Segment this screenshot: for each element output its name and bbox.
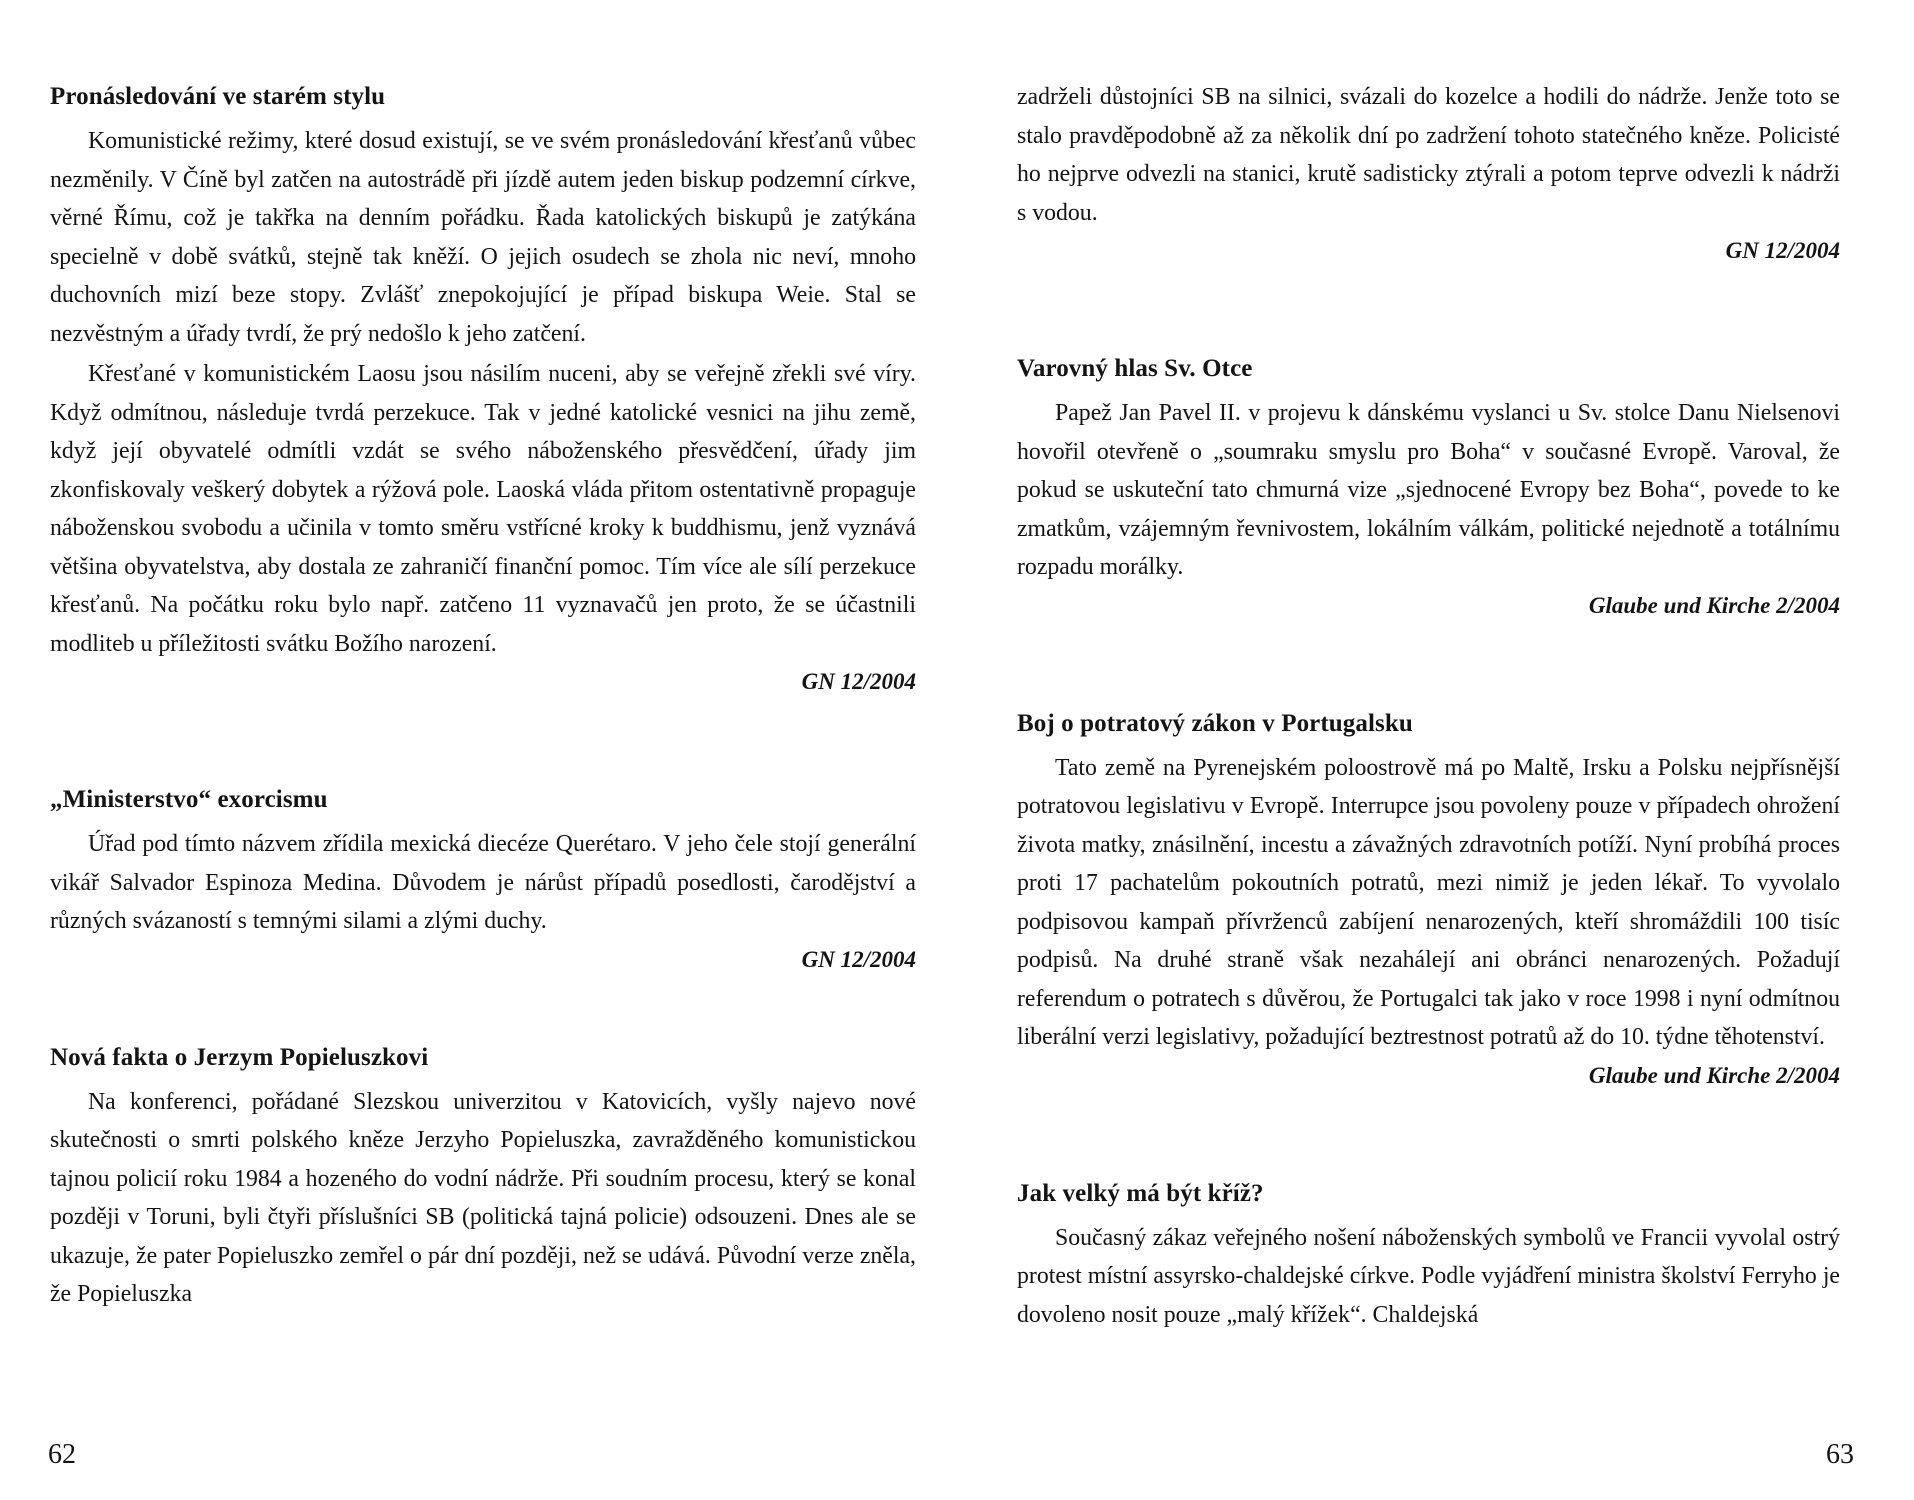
left-column [50,78,916,1314]
article-heading: Nová fakta o Jerzym Popieluszkovi [50,1043,429,1071]
article-persecution [50,78,916,701]
page-number: 63 [1826,1439,1854,1470]
article-source: GN 12/2004 [1725,238,1840,263]
article-source: GN 12/2004 [801,669,916,694]
article-paragraph: Papež Jan Pavel II. v projevu k dánskému vyslanci u Sv. stolce Danu Nielsenovi hovořil otevřeně o „soumraku smyslu pro Boha“ v současné Evropě. Varoval, že pokud se uskuteční tato chmurná vize „sjednocené Evropy bez Boha“, povede to ke zmatkům, vzájemným řevnivostem, lokálním válkám, politické nejednotě a totálnímu rozpadu morálky. [1017,400,1840,580]
article-pope-warning [1017,350,1840,625]
article-portugal-abortion [1017,705,1840,1095]
article-paragraph: Úřad pod tímto názvem zřídila mexická diecéze Querétaro. V jeho čele stojí generální vikář Salvador Espinoza Medina. Důvodem je nárůst případů posedlosti, čarodějství a různých svázaností s temnými silami a zlými duchy. [50,831,916,934]
article-heading: Boj o potratový zákon v Portugalsku [1017,709,1413,737]
article-heading: Varovný hlas Sv. Otce [1017,355,1253,382]
right-column [1017,78,1840,1334]
article-paragraph: Tato země na Pyrenejském poloostrově má po Maltě, Irsku a Polsku nejpřísnější potratovou legislativu v Evropě. Interrupce jsou povoleny pouze v případech ohrožení života matky, znásilnění, incestu a závažných zdravotních potíží. Nyní probíhá proces proti 17 pachatelům pokoutních potratů, mezi nimiž je jeden lékař. To vyvolalo podpisovou kampaň přívrženců zabíjení nenarozených, kteří shromáždili 100 tisíc podpisů. Na druhé straně však nezahálejí ani obránci nenarozených. Požadují referendum o potratech s důvěrou, že Portugalci tak jako v roce 1998 i nyní odmítnou liberální verzi legislativy, požadující beztrestnost potratů až do 10. týdne těhotenství. [1017,754,1840,1050]
article-cross-size [1017,1175,1840,1335]
page-number: 62 [48,1439,76,1470]
article-popieluszko [50,1039,916,1314]
article-exorcism [50,781,916,979]
article-paragraph: Křesťané v komunistickém Laosu jsou násilím nuceni, aby se veřejně zřekli své víry. Když odmítnou, následuje tvrdá perzekuce. Tak v jedné katolické vesnici na jihu země, když její obyvatelé odmítli vzdát se svého náboženského přesvědčení, úřady jim zkonfiskovaly veškerý dobytek a rýžová pole. Laoská vláda přitom ostentativně propaguje náboženskou svobodu a učinila v tomto směru vstřícné kroky k buddhismu, jenž vyznává většina obyvatelstva, aby dostala ze zahraničí finanční pomoc. Tím více ale sílí perzekuce křesťanů. Na počátku roku bylo např. zatčeno 11 vyznavačů jen proto, že se účastnili modliteb u příležitosti svátku Božího narození. [50,361,916,657]
article-paragraph: Na konferenci, pořádané Slezskou univerzitou v Katovicích, vyšly najevo nové skutečnosti o smrti polského kněze Jerzyho Popieluszka, zavražděného komunistickou tajnou policií roku 1984 a hozeného do vodní nádrže. Při soudním procesu, který se konal později v Toruni, byli čtyři příslušníci SB (politická tajná policie) odsouzeni. Dnes ale se ukazuje, že pater Popieluszko zemřel o pár dní později, než se udává. Původní verze zněla, že Popieluszka [50,1088,916,1307]
article-source: GN 12/2004 [801,946,916,972]
article-heading: Pronásledování ve starém stylu [50,83,386,110]
article-source: Glaube und Kirche 2/2004 [1588,1062,1840,1088]
article-heading: Jak velký má být kříž? [1017,1179,1264,1207]
article-paragraph: zadrželi důstojníci SB na silnici, svázali do kozelce a hodili do nádrže. Jenže toto se stalo pravděpodobně až za několik dní po zadržení tohoto statečného kněze. Policisté ho nejprve odvezli na stanici, krutě sadisticky ztýrali a potom teprve odvezli k nádrži s vodou. [1017,84,1840,226]
article-popieluszko-continuation [1017,78,1840,270]
article-source: Glaube und Kirche 2/2004 [1588,592,1840,618]
right-page [957,0,1914,1500]
article-paragraph: Komunistické režimy, které dosud existují, se ve svém pronásledování křesťanů vůbec nezměnily. V Číně byl zatčen na autostrádě při jízdě autem jeden biskup podzemní církve, věrné Římu, což je takřka na denním pořádku. Řada katolických biskupů je zatýkána specielně v době svátků, stejně tak kněží. O jejich osudech se zhola nic neví, mnoho duchovních mizí beze stopy. Zvlášť znepokojující je případ biskupa Weie. Stal se nezvěstným a úřady tvrdí, že prý nedošlo k jeho zatčení. [50,128,916,347]
article-heading: „Ministerstvo“ exorcismu [50,786,328,813]
article-paragraph: Současný zákaz veřejného nošení náboženských symbolů ve Francii vyvolal ostrý protest místní assyrsko-chaldejské církve. Podle vyjádření ministra školství Ferryho je dovoleno nosit pouze „malý křížek“. Chaldejská [1017,1224,1840,1328]
